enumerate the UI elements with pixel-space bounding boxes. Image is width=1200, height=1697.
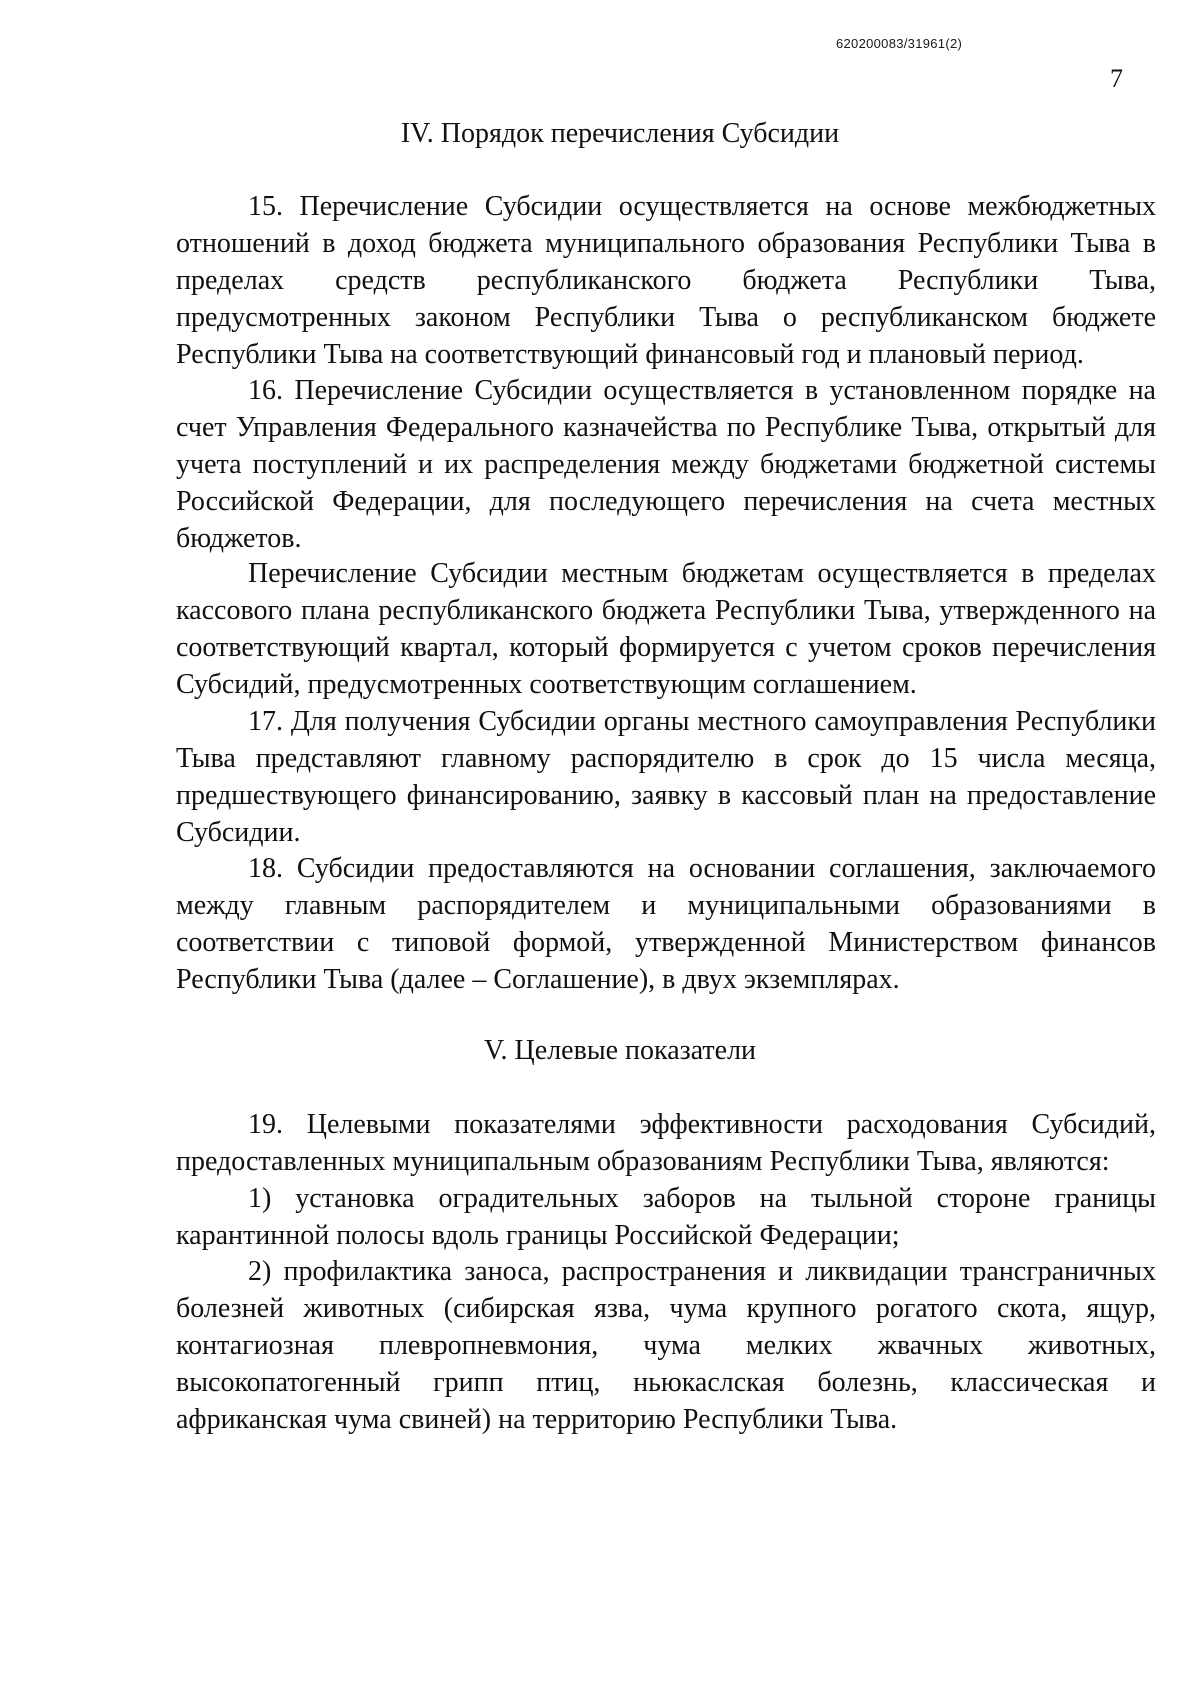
paragraph-18: 18. Субсидии предоставляются на основании соглашения, заключаемого между главным распорядителем и муниципальными образованиями в соответствии с типовой формой, утвержденной Министерством финансов Республики Тыва (далее – Соглашение), в двух экземплярах. [176, 853, 1156, 995]
section-4-title: IV. Порядок перечисления Субсидии [400, 118, 840, 149]
paragraph-17: 17. Для получения Субсидии органы местного самоуправления Республики Тыва представляют главному распорядителю в срок до 15 числа месяца, предшествующего финансированию, заявку в кассовый план на предоставление Субсидии. [176, 706, 1156, 848]
paragraph-19: 19. Целевыми показателями эффективности расходования Субсидий, предоставленных муниципальным образованиям Республики Тыва, являются: [176, 1109, 1156, 1177]
page-number: 7 [1110, 64, 1123, 93]
paragraph-19-item-2: 2) профилактика заноса, распространения и ликвидации трансграничных болезней животных (сибирская язва, чума крупного рогатого скота, ящур, контагиозная плевропневмония, чума мелких жвачных животных, высокопатогенный грипп птиц, ньюкаслская болезнь, классическая и африканская чума свиней) на территорию Республики Тыва. [176, 1256, 1156, 1435]
section-5-title: V. Целевые показатели [483, 1035, 757, 1066]
document-id: 620200083/31961(2) [836, 36, 963, 51]
paragraph-16: 16. Перечисление Субсидии осуществляется в установленном порядке на счет Управления Федерального казначейства по Республике Тыва, открытый для учета поступлений и их распределения между бюджетами бюджетной системы Российской Федерации, для последующего перечисления на счета местных бюджетов. [176, 375, 1156, 554]
paragraph-16-continued: Перечисление Субсидии местным бюджетам осуществляется в пределах кассового плана республиканского бюджета Республики Тыва, утвержденного на соответствующий квартал, который формируется с учетом сроков перечисления Субсидий, предусмотренных соответствующим соглашением. [176, 558, 1156, 700]
paragraph-15: 15. Перечисление Субсидии осуществляется на основе межбюджетных отношений в доход бюджета муниципального образования Республики Тыва в пределах средств республиканского бюджета Республики Тыва, предусмотренных законом Республики Тыва о республиканском бюджете Республики Тыва на соответствующий финансовый год и плановый период. [176, 191, 1156, 370]
paragraph-19-item-1: 1) установка оградительных заборов на тыльной стороне границы карантинной полосы вдоль границы Российской Федерации; [176, 1183, 1156, 1251]
